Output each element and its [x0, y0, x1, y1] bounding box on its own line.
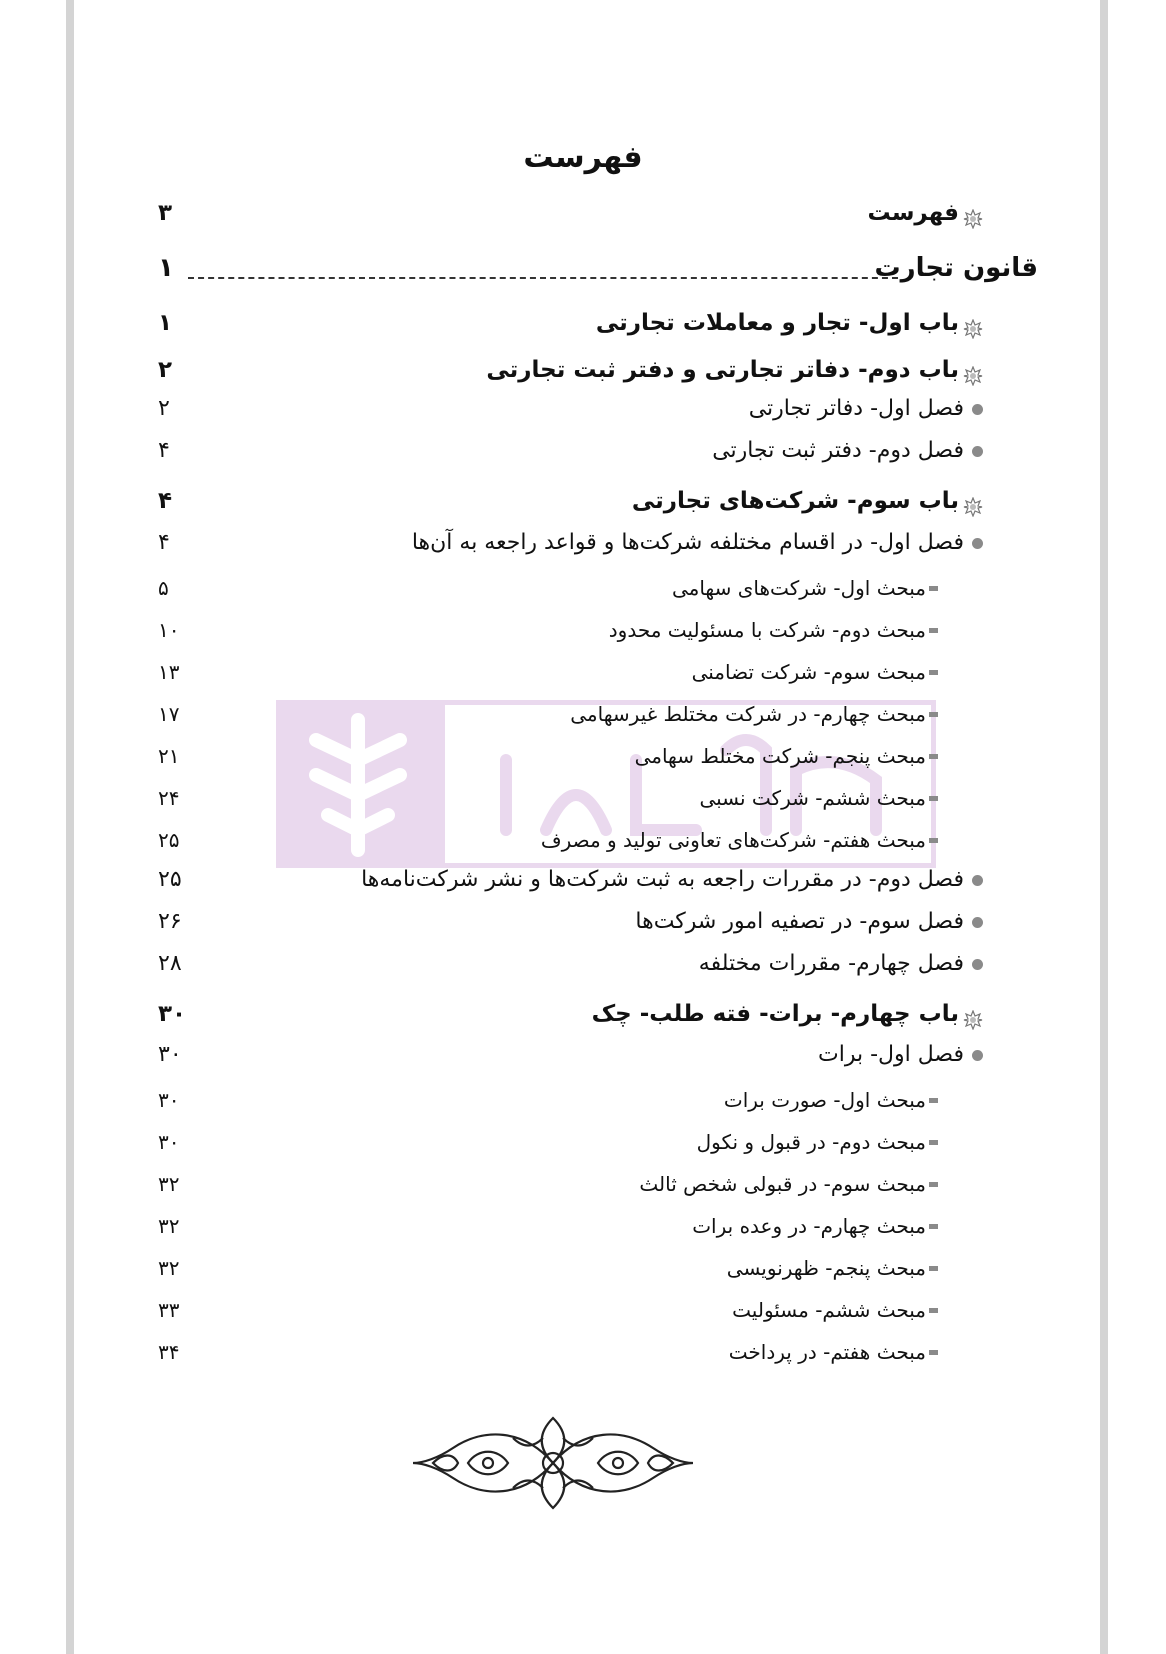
toc-entry-title	[672, 569, 938, 607]
toc-entry-title	[699, 779, 938, 817]
dash-icon	[929, 1224, 938, 1229]
toc-row[interactable]	[148, 903, 1028, 941]
toc-entry-text: فهرست	[867, 200, 959, 226]
toc-entry-text: فصل اول- در اقسام مختلفه شرکت‌ها و قواعد راجعه به آن‌ها	[411, 530, 964, 555]
toc-page-number: ۱۳	[158, 660, 180, 684]
toc-entry-text: فصل دوم- در مقررات راجعه به ثبت شرکت‌ها و نشر شرکت‌نامه‌ها	[361, 867, 964, 892]
toc-row[interactable]	[148, 432, 1028, 470]
flower-icon	[963, 491, 983, 511]
toc-entry-text: مبحث پنجم- ظهرنویسی	[726, 1256, 926, 1280]
dash-icon	[929, 1140, 938, 1145]
toc-page-number: ۲	[158, 396, 170, 421]
toc-row[interactable]	[148, 995, 1028, 1033]
dash-icon	[929, 670, 938, 675]
toc-page-number: ۳۳	[158, 1298, 180, 1322]
toc-entry-title	[692, 653, 938, 691]
toc-entry-title	[592, 995, 983, 1033]
dash-icon	[929, 838, 938, 843]
dash-icon	[929, 1266, 938, 1271]
dash-icon	[929, 586, 938, 591]
toc-page-number: ۱	[158, 310, 173, 336]
toc-entry-title	[635, 737, 938, 775]
toc-page-number: ۵	[158, 576, 169, 600]
toc-entry-text: فصل دوم- دفتر ثبت تجارتی	[712, 438, 964, 463]
toc-row[interactable]	[148, 351, 1028, 389]
toc-row[interactable]	[148, 1165, 1028, 1203]
toc-page-number: ۲۵	[158, 867, 182, 892]
dash-icon	[929, 754, 938, 759]
toc-entry-title	[486, 351, 983, 389]
toc-entry-text: مبحث هفتم- شرکت‌های تعاونی تولید و مصرف	[540, 828, 926, 852]
toc-page-number: ۳۲	[158, 1214, 180, 1238]
toc-page-number: ۲۸	[158, 951, 182, 976]
toc-row[interactable]	[148, 1249, 1028, 1287]
toc-page-number: ۲۴	[158, 786, 180, 810]
toc-entry-text: مبحث پنجم- شرکت مختلط سهامی	[634, 744, 926, 768]
toc-entry-text: فصل چهارم- مقررات مختلفه	[698, 951, 964, 976]
bullet-dot-icon	[972, 959, 983, 970]
toc-entry-title	[699, 945, 983, 983]
toc-entry-text: قانون تجارت	[874, 253, 1038, 283]
toc-page-number: ۴	[158, 488, 173, 514]
toc-entry-text: مبحث دوم- شرکت با مسئولیت محدود	[608, 618, 926, 642]
toc-entry-text: فصل سوم- در تصفیه امور شرکت‌ها	[635, 909, 964, 934]
toc-entry-text: مبحث سوم- شرکت تضامنی	[691, 660, 926, 684]
toc-page-number: ۲۱	[158, 744, 180, 768]
toc-entry-text: باب سوم- شرکت‌های تجارتی	[631, 488, 959, 514]
toc-row[interactable]	[148, 390, 1028, 428]
toc-entry-title	[867, 194, 983, 232]
toc-row[interactable]	[148, 1123, 1028, 1161]
toc-page-number: ۱۰	[158, 618, 180, 642]
toc-page-number: ۲	[158, 357, 173, 383]
toc-row[interactable]	[148, 249, 1038, 287]
toc-row[interactable]	[148, 1207, 1028, 1245]
toc-entry-title	[412, 524, 983, 562]
toc-row[interactable]	[148, 737, 1028, 775]
toc-entry-text: مبحث ششم- مسئولیت	[732, 1298, 926, 1322]
flower-icon	[963, 203, 983, 223]
toc-row[interactable]	[148, 695, 1028, 733]
dash-icon	[929, 1098, 938, 1103]
page-frame-left-border	[66, 0, 74, 1654]
toc-entry-text: مبحث سوم- در قبولی شخص ثالث	[639, 1172, 926, 1196]
toc-entry-title	[639, 1165, 938, 1203]
toc-entry-title	[724, 1081, 938, 1119]
dash-icon	[929, 628, 938, 633]
bullet-dot-icon	[972, 917, 983, 928]
dash-icon	[929, 1350, 938, 1355]
toc-entry-title	[749, 390, 983, 428]
toc-entry-text: مبحث چهارم- در شرکت مختلط غیرسهامی	[570, 702, 926, 726]
toc-entry-title	[632, 482, 983, 520]
flower-icon	[963, 313, 983, 333]
toc-entry-text: مبحث اول- صورت برات	[723, 1088, 926, 1112]
toc-entry-title	[570, 695, 938, 733]
toc-entry-text: فصل اول- دفاتر تجارتی	[748, 396, 964, 421]
toc-page-number: ۱	[158, 253, 174, 283]
flower-icon	[963, 1004, 983, 1024]
toc-row[interactable]	[148, 653, 1028, 691]
toc-row[interactable]	[148, 945, 1028, 983]
toc-page-number: ۱۷	[158, 702, 180, 726]
toc-page-number: ۲۵	[158, 828, 180, 852]
toc-entry-text: باب دوم- دفاتر تجارتی و دفتر ثبت تجارتی	[486, 357, 959, 383]
toc-page-number: ۳	[158, 200, 173, 226]
toc-page-number: ۴	[158, 438, 170, 463]
dash-icon	[929, 1182, 938, 1187]
toc-entry-text: مبحث اول- شرکت‌های سهامی	[671, 576, 926, 600]
toc-entry-title	[596, 304, 983, 342]
flower-icon	[963, 360, 983, 380]
toc-entry-text: مبحث دوم- در قبول و نکول	[696, 1130, 926, 1154]
toc-entry-title	[727, 1249, 938, 1287]
bullet-dot-icon	[972, 404, 983, 415]
toc-entry-text: مبحث هفتم- در پرداخت	[728, 1340, 926, 1364]
toc-entry-title	[729, 1333, 938, 1371]
toc-entry-text: باب اول- تجار و معاملات تجارتی	[595, 310, 959, 336]
toc-page-number: ۳۰	[158, 1088, 180, 1112]
toc-row[interactable]	[148, 779, 1028, 817]
toc-row[interactable]	[148, 524, 1028, 562]
toc-entry-text: فصل اول- برات	[818, 1042, 964, 1067]
decorative-ornament	[408, 1408, 698, 1518]
toc-entry-title	[541, 821, 938, 859]
toc-row[interactable]	[148, 304, 1028, 342]
toc-entry-title	[732, 1291, 938, 1329]
toc-row[interactable]	[148, 569, 1028, 607]
toc-entry-title	[712, 432, 983, 470]
toc-entry-title	[875, 249, 1038, 287]
toc-entry-title	[692, 1207, 938, 1245]
toc-page-number: ۳۲	[158, 1256, 180, 1280]
dash-icon	[929, 1308, 938, 1313]
toc-row[interactable]	[148, 821, 1028, 859]
toc-page-number: ۳۰	[158, 1130, 180, 1154]
toc-page-number: ۳۰	[158, 1042, 182, 1067]
dotted-leader-line	[188, 249, 898, 279]
toc-entry-title	[818, 1036, 983, 1074]
toc-entry-title	[609, 611, 938, 649]
toc-entry-text: مبحث چهارم- در وعده برات	[692, 1214, 926, 1238]
toc-entry-title	[361, 861, 983, 899]
toc-row[interactable]	[148, 1333, 1028, 1371]
toc-page-number: ۲۶	[158, 909, 182, 934]
dash-icon	[929, 796, 938, 801]
toc-row[interactable]	[148, 861, 1028, 899]
bullet-dot-icon	[972, 875, 983, 886]
toc-page-number: ۴	[158, 530, 170, 555]
toc-row[interactable]	[148, 1081, 1028, 1119]
toc-entry-text: مبحث ششم- شرکت نسبی	[699, 786, 926, 810]
toc-row[interactable]	[148, 194, 1028, 232]
bullet-dot-icon	[972, 446, 983, 457]
toc-entry-title	[697, 1123, 938, 1161]
toc-entry-title	[635, 903, 983, 941]
page-frame-right-border	[1100, 0, 1108, 1654]
toc-row[interactable]	[148, 1036, 1028, 1074]
page-title: فهرست	[523, 140, 643, 175]
toc-row[interactable]	[148, 611, 1028, 649]
toc-page-number: ۳۰	[158, 1001, 187, 1027]
toc-page-number: ۳۲	[158, 1172, 180, 1196]
bullet-dot-icon	[972, 538, 983, 549]
toc-page-number: ۳۴	[158, 1340, 180, 1364]
toc-entry-text: باب چهارم- برات- فته طلب- چک	[591, 1001, 959, 1027]
toc-row[interactable]	[148, 482, 1028, 520]
toc-row[interactable]	[148, 1291, 1028, 1329]
bullet-dot-icon	[972, 1050, 983, 1061]
dash-icon	[929, 712, 938, 717]
